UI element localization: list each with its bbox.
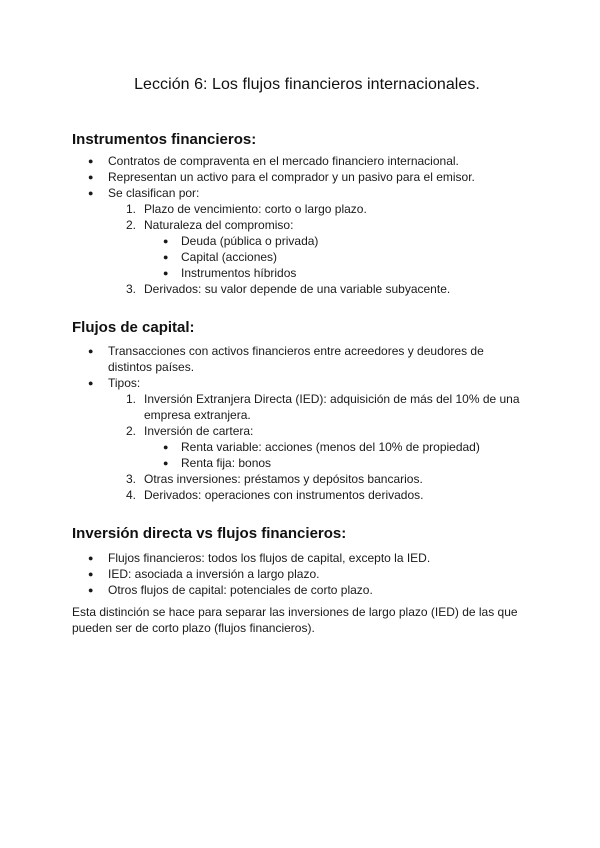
list-item: ● IED: asociada a inversión a largo plazo. bbox=[88, 567, 320, 581]
bullet-icon: ● bbox=[88, 569, 94, 579]
bullet-list bbox=[72, 550, 542, 598]
bullet-icon: ● bbox=[88, 188, 94, 198]
bullet-icon: ● bbox=[163, 458, 169, 468]
bullet-icon: ● bbox=[88, 156, 94, 166]
number-marker: 3. bbox=[126, 472, 137, 486]
bullet-icon: ● bbox=[88, 378, 94, 388]
sub-list-item: ● Capital (acciones) bbox=[163, 250, 278, 264]
section-heading: Flujos de capital: bbox=[72, 319, 195, 336]
number-marker: 4. bbox=[126, 488, 137, 502]
list-item: ● Transacciones con activos financieros entre acreedores y deudores de distintos países. bbox=[88, 344, 484, 374]
bullet-icon: ● bbox=[163, 236, 169, 246]
page-title: Lección 6: Los flujos financieros internacionales. bbox=[134, 76, 480, 93]
list-item: ● Contratos de compraventa en el mercado financiero internacional. bbox=[88, 154, 459, 168]
list-item: ● Representan un activo para el comprador y un pasivo para el emisor. bbox=[88, 170, 475, 184]
numbered-item: 4. Derivados: operaciones con instrumentos derivados. bbox=[126, 488, 424, 502]
bullet-icon: ● bbox=[163, 252, 169, 262]
sub-list-item: ● Instrumentos híbridos bbox=[163, 266, 297, 280]
bullet-icon: ● bbox=[88, 585, 94, 595]
section-flujos-capital bbox=[72, 318, 542, 503]
number-marker: 1. bbox=[126, 392, 137, 406]
bullet-icon: ● bbox=[163, 442, 169, 452]
list-item: ● Se clasifican por: bbox=[88, 186, 200, 200]
numbered-item: 1. Plazo de vencimiento: corto o largo plazo. bbox=[126, 202, 367, 216]
sub-list-item: ● Deuda (pública o privada) bbox=[163, 234, 319, 248]
numbered-item: 3. Derivados: su valor depende de una variable subyacente. bbox=[126, 282, 451, 296]
list-item: ● Otros flujos de capital: potenciales de corto plazo. bbox=[88, 583, 373, 597]
bullet-icon: ● bbox=[88, 346, 94, 356]
number-marker: 3. bbox=[126, 282, 137, 296]
numbered-item: 1. Inversión Extranjera Directa (IED): adquisición de más del 10% de una empresa extranjera. bbox=[126, 392, 520, 422]
list-item: ● Flujos financieros: todos los flujos de capital, excepto la IED. bbox=[88, 551, 431, 565]
bullet-list bbox=[72, 153, 542, 297]
number-marker: 2. bbox=[126, 424, 137, 438]
closing-paragraph: Esta distinción se hace para separar las inversiones de largo plazo (IED) de las que pueden ser de corto plazo (flujos financieros). bbox=[72, 605, 518, 635]
bullet-icon: ● bbox=[163, 268, 169, 278]
bullet-icon: ● bbox=[88, 553, 94, 563]
numbered-item: 2. Naturaleza del compromiso: bbox=[126, 218, 294, 232]
bullet-list bbox=[72, 343, 542, 503]
section-heading: Instrumentos financieros: bbox=[72, 131, 257, 148]
number-marker: 2. bbox=[126, 218, 137, 232]
numbered-item: 3. Otras inversiones: préstamos y depósitos bancarios. bbox=[126, 472, 423, 486]
section-inversion-directa bbox=[72, 524, 542, 636]
sub-list-item: ● Renta fija: bonos bbox=[163, 456, 272, 470]
sub-list-item: ● Renta variable: acciones (menos del 10% de propiedad) bbox=[163, 440, 480, 454]
list-item: ● Tipos: bbox=[88, 376, 141, 390]
section-heading: Inversión directa vs flujos financieros: bbox=[72, 525, 347, 542]
section-instrumentos bbox=[72, 130, 542, 297]
numbered-item: 2. Inversión de cartera: bbox=[126, 424, 254, 438]
bullet-icon: ● bbox=[88, 172, 94, 182]
number-marker: 1. bbox=[126, 202, 137, 216]
